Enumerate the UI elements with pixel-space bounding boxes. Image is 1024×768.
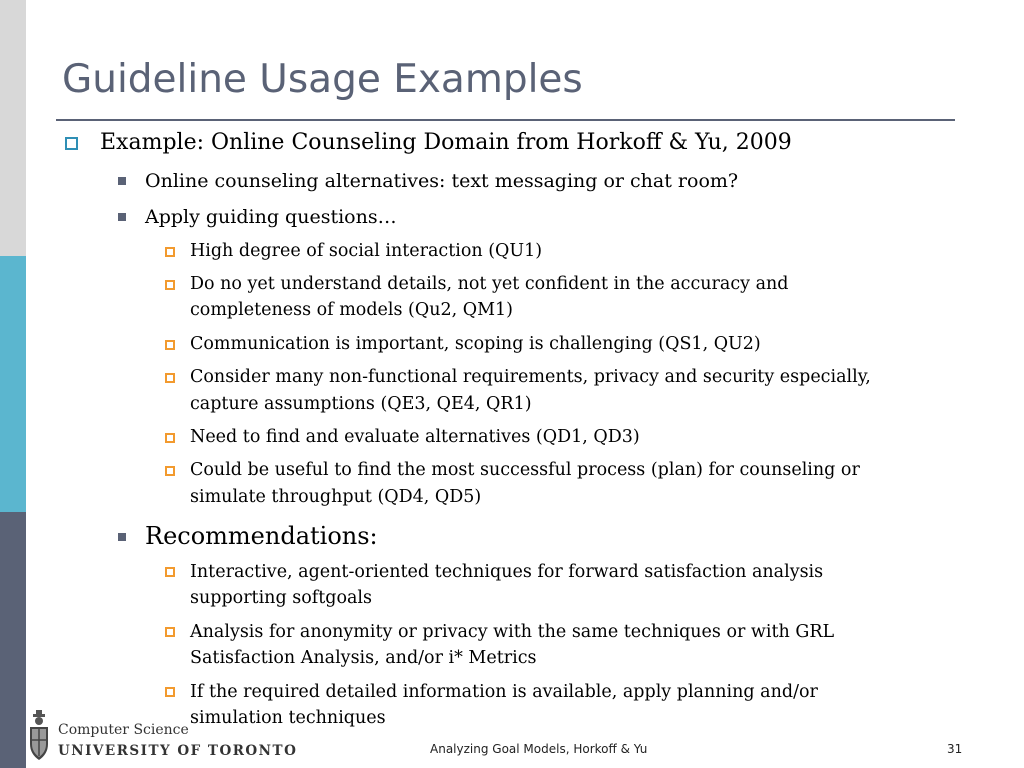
footer-caption: Analyzing Goal Models, Horkoff & Yu — [430, 742, 648, 756]
bullet-apply: Apply guiding questions… — [145, 206, 397, 228]
bullet-hollow-square-icon — [165, 340, 175, 350]
question-line: capture assumptions (QE3, QE4, QR1) — [190, 394, 532, 414]
question-line: Communication is important, scoping is challenging (QS1, QU2) — [190, 334, 761, 354]
bullet-hollow-square-icon — [165, 567, 175, 577]
recommendation-line: If the required detailed information is available, apply planning and/or — [190, 682, 818, 702]
bullet-filled-square-icon — [118, 177, 126, 185]
crest-icon — [28, 710, 50, 762]
bullet-hollow-square-icon — [165, 627, 175, 637]
question-line: Need to find and evaluate alternatives (QD1, QD3) — [190, 427, 640, 447]
bullet-hollow-square-icon — [165, 280, 175, 290]
question-line: Do no yet understand details, not yet confident in the accuracy and — [190, 274, 789, 294]
bullet-hollow-square-icon — [165, 247, 175, 257]
question-line: Could be useful to find the most successful process (plan) for counseling or — [190, 460, 860, 480]
question-line: completeness of models (Qu2, QM1) — [190, 300, 513, 320]
bullet-filled-square-icon — [118, 533, 126, 541]
university-name: UNIVERSITY OF TORONTO — [58, 743, 298, 759]
bullet-filled-square-icon — [118, 213, 126, 221]
bullet-hollow-square-icon — [165, 687, 175, 697]
slide-title: Guideline Usage Examples — [62, 57, 583, 102]
question-line: High degree of social interaction (QU1) — [190, 241, 543, 261]
bullet-hollow-square-icon — [165, 433, 175, 443]
recommendation-line: Satisfaction Analysis, and/or i* Metrics — [190, 648, 537, 668]
recommendation-line: simulation techniques — [190, 708, 386, 728]
question-line: simulate throughput (QD4, QD5) — [190, 487, 482, 507]
bullet-alternatives: Online counseling alternatives: text messaging or chat room? — [145, 170, 739, 192]
bullet-hollow-square-icon — [165, 373, 175, 383]
department-name: Computer Science — [58, 722, 189, 738]
recommendation-line: Analysis for anonymity or privacy with the same techniques or with GRL — [190, 622, 835, 642]
page-number: 31 — [947, 742, 963, 756]
recommendation-line: Interactive, agent-oriented techniques for forward satisfaction analysis — [190, 562, 824, 582]
recommendations-heading: Recommendations: — [145, 522, 378, 550]
recommendation-line: supporting softgoals — [190, 588, 372, 608]
question-line: Consider many non-functional requirements, privacy and security especially, — [190, 367, 871, 387]
bullet-hollow-square-icon — [165, 466, 175, 476]
bullet-square-icon — [65, 137, 78, 150]
bullet-level1: Example: Online Counseling Domain from Horkoff & Yu, 2009 — [100, 130, 792, 155]
